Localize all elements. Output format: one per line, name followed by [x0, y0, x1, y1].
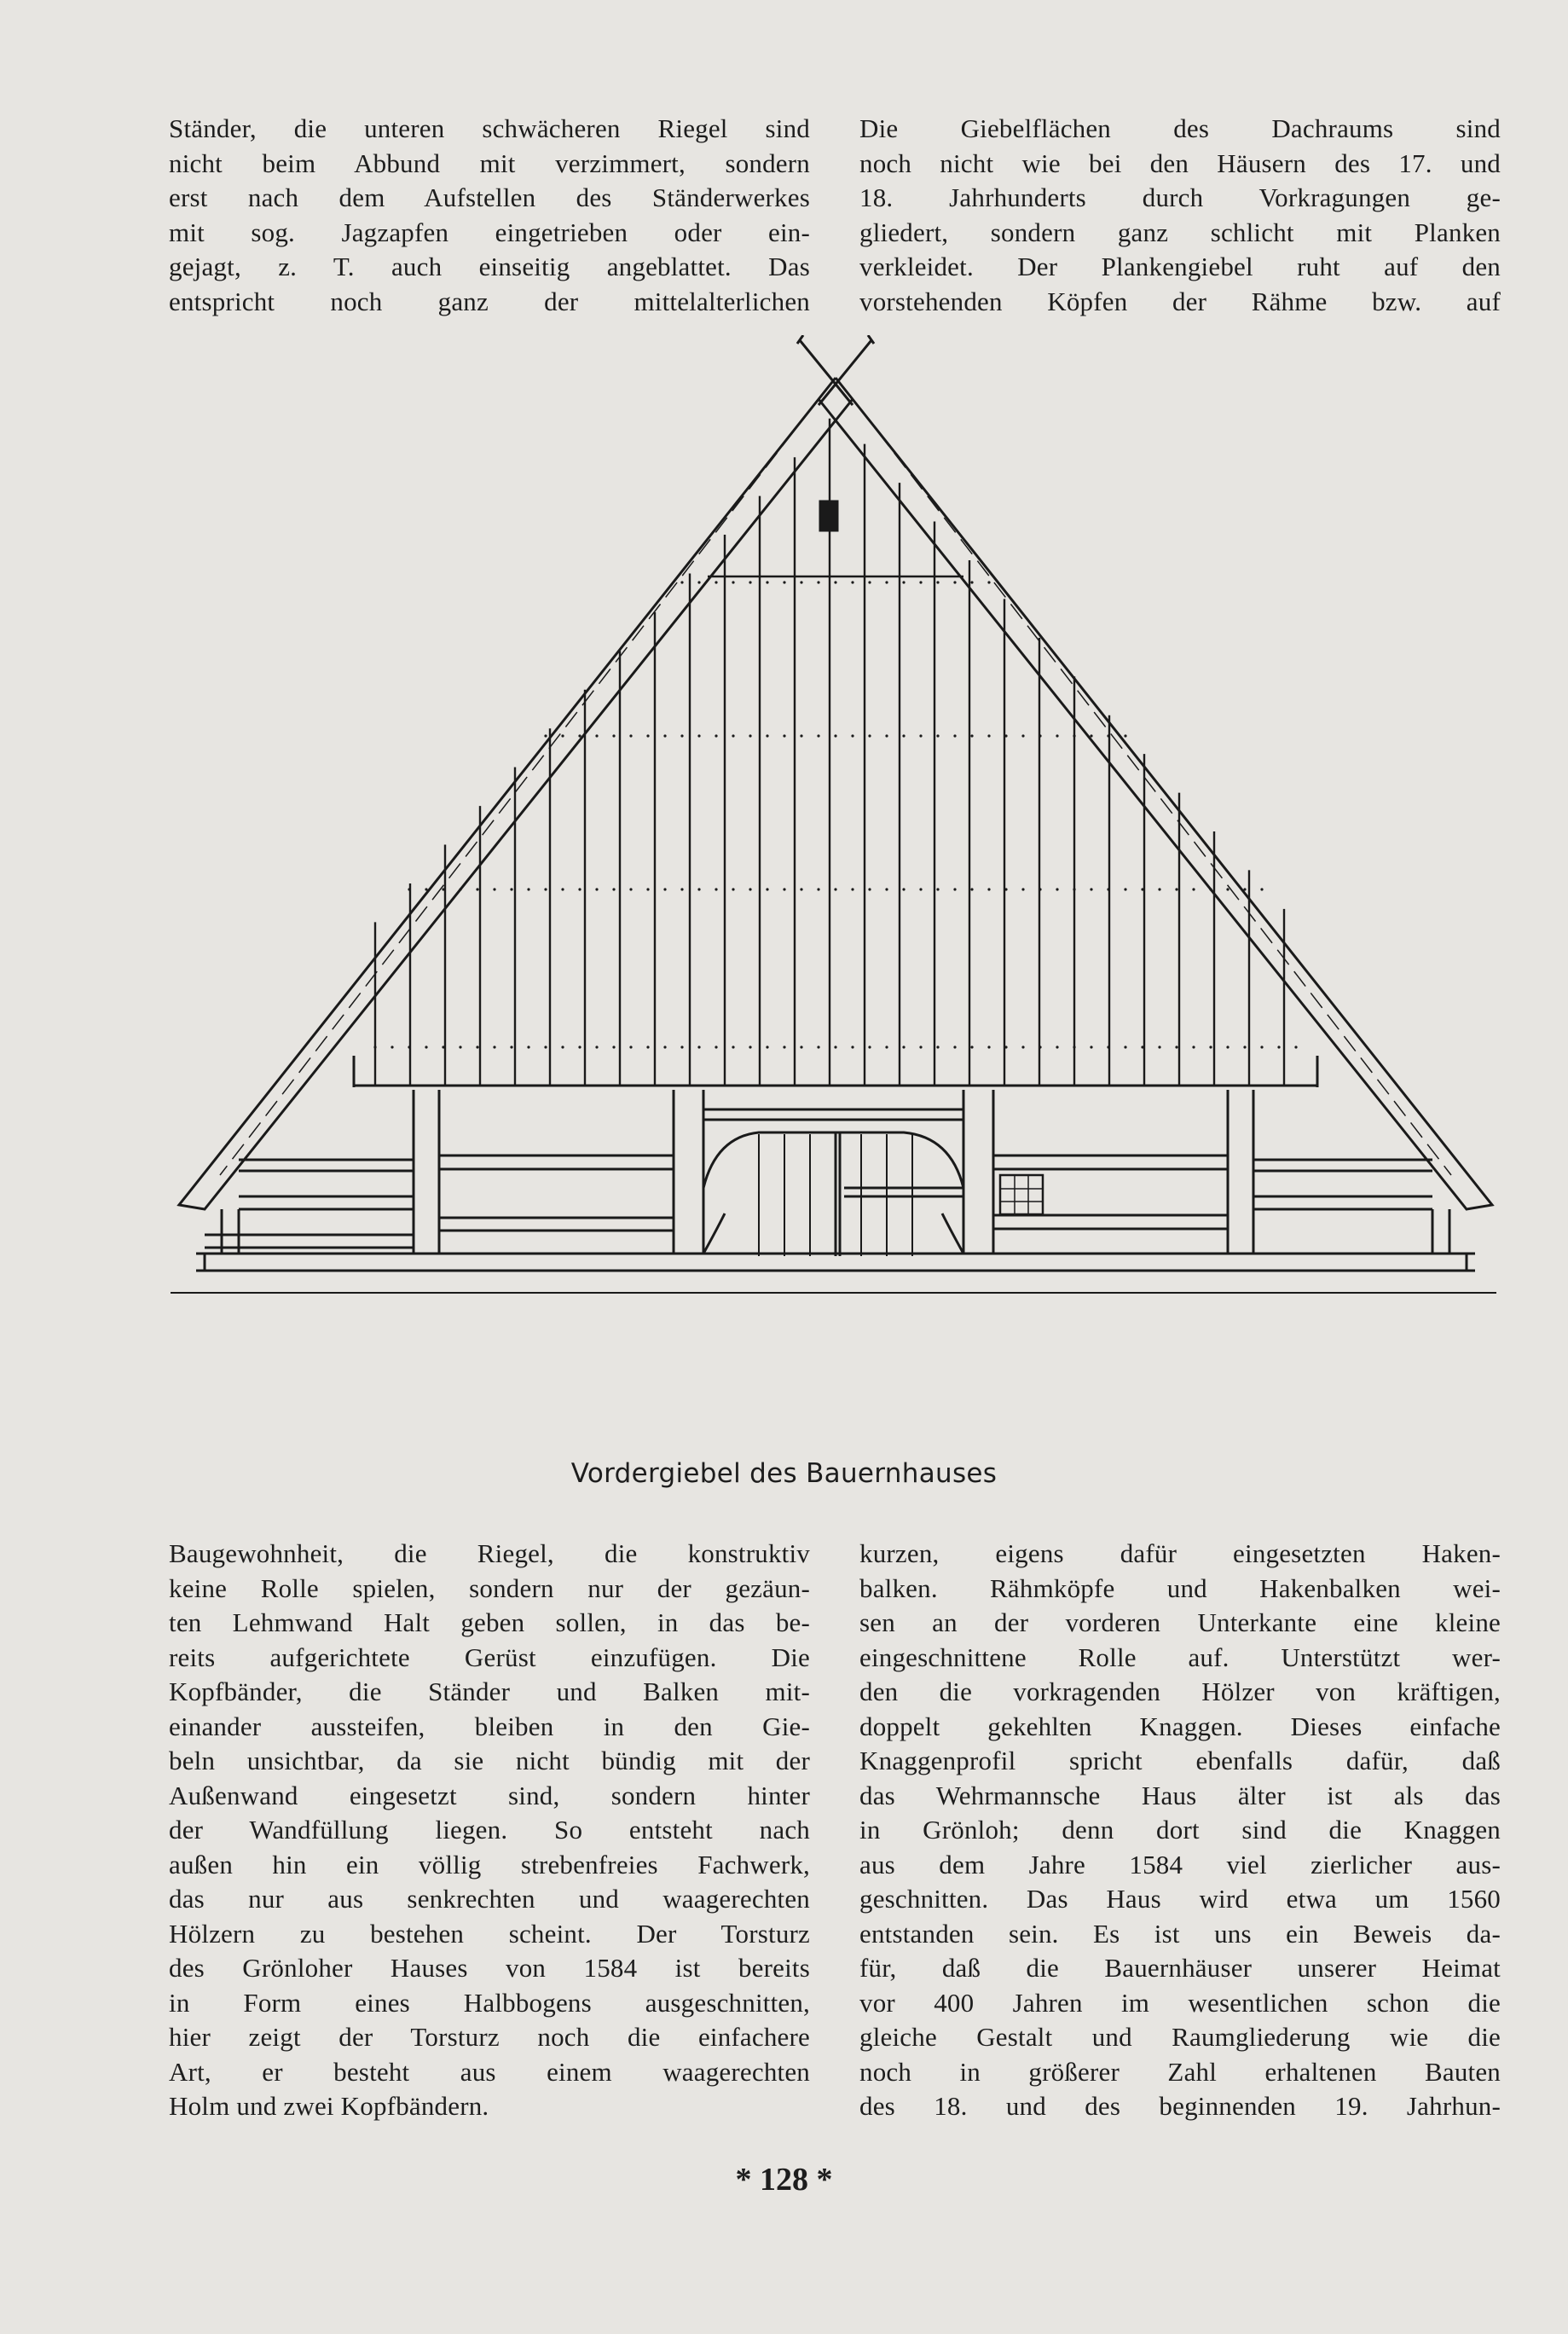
- text-line: balken. Rähmköpfe und Hakenbalken wei-: [859, 1572, 1501, 1603]
- text-line: entspricht noch ganz der mittelalterlichen: [169, 286, 810, 316]
- text-line: Holm und zwei Kopfbändern.: [169, 2091, 489, 2121]
- text-column-bottom-left: [169, 1537, 810, 2124]
- text-line: des 18. und des beginnenden 19. Jahrhun-: [859, 2091, 1501, 2121]
- text-line: des Grönloher Hauses von 1584 ist bereits: [169, 1953, 810, 1983]
- text-line: verkleidet. Der Plankengiebel ruht auf den: [859, 252, 1501, 281]
- text-line: das Wehrmannsche Haus älter ist als das: [859, 1780, 1501, 1810]
- text-line: noch nicht wie bei den Häusern des 17. und: [859, 148, 1501, 178]
- text-line: noch in größerer Zahl erhaltenen Bauten: [859, 2056, 1501, 2087]
- text-line: einander aussteifen, bleiben in den Gie-: [169, 1711, 810, 1741]
- text-line: aus dem Jahre 1584 viel zierlicher aus-: [859, 1849, 1501, 1879]
- text-line: Baugewohnheit, die Riegel, die konstruktiv: [169, 1538, 810, 1568]
- text-line: Die Giebelflächen des Dachraums sind: [859, 113, 1501, 143]
- text-line: mit sog. Jagzapfen eingetrieben oder ein-: [169, 217, 810, 247]
- gable-vent-window: [820, 501, 837, 530]
- text-line: Hölzern zu bestehen scheint. Der Torsturz: [169, 1918, 810, 1949]
- text-line: in Grönloh; denn dort sind die Knaggen: [859, 1815, 1501, 1845]
- text-line: gejagt, z. T. auch einseitig angeblattet. Das: [169, 252, 810, 281]
- text-line: 18. Jahrhunderts durch Vorkragungen ge-: [859, 182, 1501, 212]
- text-line: reits aufgerichtete Gerüst einzufügen. Die: [169, 1642, 810, 1672]
- text-line: nicht beim Abbund mit verzimmert, sondern: [169, 148, 810, 178]
- text-column-top-left: [169, 112, 810, 319]
- side-window: [1000, 1175, 1043, 1214]
- text-line: für, daß die Bauernhäuser unserer Heimat: [859, 1953, 1501, 1983]
- text-line: eingeschnittene Rolle auf. Unterstützt wer-: [859, 1642, 1501, 1672]
- text-line: Art, er besteht aus einem waagerechten: [169, 2056, 810, 2087]
- text-line: beln unsichtbar, da sie nicht bündig mit der: [169, 1746, 810, 1775]
- door-arch: [703, 1132, 963, 1188]
- text-line: vor 400 Jahren im wesentlichen schon die: [859, 1987, 1501, 2018]
- text-line: doppelt gekehlten Knaggen. Dieses einfache: [859, 1711, 1501, 1741]
- text-line: das nur aus senkrechten und waagerechten: [169, 1884, 810, 1914]
- text-line: keine Rolle spielen, sondern nur der gezäun-: [169, 1572, 810, 1603]
- text-line: sen an der vorderen Unterkante eine kleine: [859, 1607, 1501, 1637]
- text-line: kurzen, eigens dafür eingesetzten Haken-: [859, 1538, 1501, 1568]
- page-number: * 128 *: [735, 2162, 833, 2198]
- text-line: hier zeigt der Torsturz noch die einfachere: [169, 2022, 810, 2052]
- text-line: Kopfbänder, die Ständer und Balken mit-: [169, 1677, 810, 1706]
- gable-illustration: [171, 335, 1501, 1461]
- text-line: der Wandfüllung liegen. So entsteht nach: [169, 1815, 810, 1845]
- text-line: Ständer, die unteren schwächeren Riegel sind: [169, 113, 810, 143]
- text-column-top-right: [859, 112, 1501, 319]
- figure-caption: Vordergiebel des Bauernhauses: [570, 1458, 998, 1489]
- ridge-crossing: [797, 335, 874, 405]
- text-line: entstanden sein. Es ist uns ein Beweis da-: [859, 1918, 1501, 1949]
- text-column-bottom-right: [859, 1537, 1501, 2124]
- text-line: geschnitten. Das Haus wird etwa um 1560: [859, 1884, 1501, 1914]
- text-line: gliedert, sondern ganz schlicht mit Planken: [859, 217, 1501, 247]
- text-line: ten Lehmwand Halt geben sollen, in das be-: [169, 1607, 810, 1637]
- text-line: vorstehenden Köpfen der Rähme bzw. auf: [859, 286, 1501, 316]
- text-line: Knaggenprofil spricht ebenfalls dafür, daß: [859, 1746, 1501, 1775]
- text-line: außen hin ein völlig strebenfreies Fachwerk,: [169, 1849, 810, 1879]
- text-line: erst nach dem Aufstellen des Ständerwerkes: [169, 182, 810, 212]
- text-line: Außenwand eingesetzt sind, sondern hinter: [169, 1780, 810, 1810]
- text-line: in Form eines Halbbogens ausgeschnitten,: [169, 1987, 810, 2018]
- text-line: den die vorkragenden Hölzer von kräftigen,: [859, 1677, 1501, 1706]
- text-line: gleiche Gestalt und Raumgliederung wie die: [859, 2022, 1501, 2052]
